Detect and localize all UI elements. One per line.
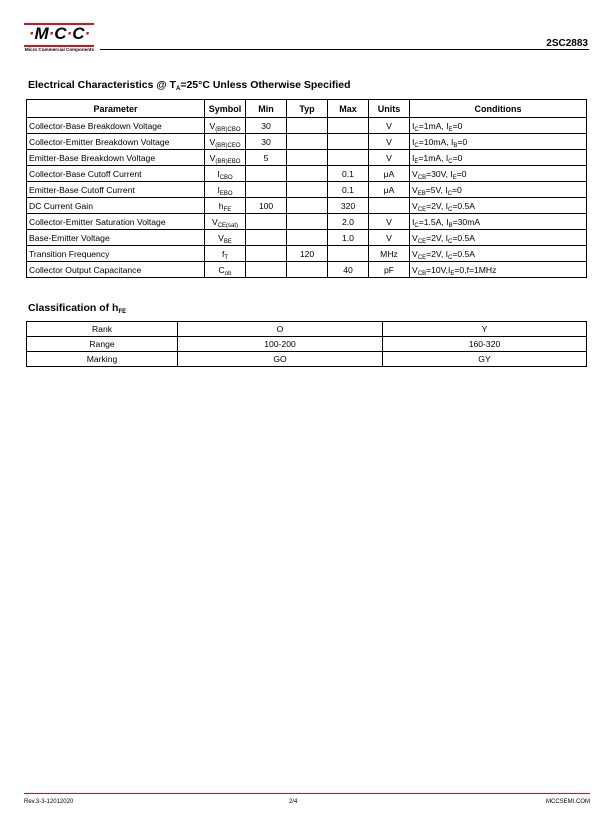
condition-value: =1mA, xyxy=(418,120,447,131)
condition-value: =30mA xyxy=(452,216,481,227)
cell-conditions xyxy=(410,214,587,230)
classification-value: O xyxy=(178,322,383,337)
cell-max xyxy=(328,150,369,166)
cell-max xyxy=(328,118,369,134)
condition-subscript: CB xyxy=(417,174,427,181)
cell-symbol xyxy=(205,118,246,134)
page-number: 2/4 xyxy=(289,799,298,805)
condition-variable: I xyxy=(446,216,449,227)
cell-units: μA xyxy=(369,166,410,182)
condition-value: =0 xyxy=(457,136,468,147)
cell-parameter: Collector Output Capacitance xyxy=(27,262,205,278)
condition-subscript: B xyxy=(448,222,453,229)
condition-variable: I xyxy=(450,136,454,147)
cell-units: V xyxy=(369,230,410,246)
classification-label: Rank xyxy=(27,322,178,337)
table-row xyxy=(27,230,587,246)
condition-variable: I xyxy=(445,232,448,243)
cell-typ xyxy=(287,230,328,246)
condition-subscript: E xyxy=(450,270,455,277)
condition-subscript: CB xyxy=(417,270,427,277)
condition-subscript: C xyxy=(448,254,453,261)
header-units: Units xyxy=(369,100,410,118)
table-row xyxy=(27,166,587,182)
cell-conditions xyxy=(410,246,587,262)
condition-variable: I xyxy=(445,184,448,195)
cell-parameter: Base-Emitter Voltage xyxy=(27,230,205,246)
condition-variable: I xyxy=(448,264,451,275)
condition-subscript: C xyxy=(414,222,419,229)
symbol-subscript: T xyxy=(224,254,229,261)
condition-subscript: C xyxy=(447,190,453,197)
classification-value: GY xyxy=(383,352,587,367)
cell-min: 5 xyxy=(246,150,287,166)
cell-typ xyxy=(287,118,328,134)
cell-typ xyxy=(287,262,328,278)
table-row xyxy=(27,246,587,262)
header-conditions: Conditions xyxy=(410,100,587,118)
table-row xyxy=(27,337,587,352)
condition-value: =0,f=1MHz xyxy=(454,264,497,275)
cell-min: 30 xyxy=(246,118,287,134)
condition-variable: I xyxy=(445,200,448,211)
symbol-main: C xyxy=(218,264,225,275)
cell-conditions xyxy=(410,150,587,166)
table-row xyxy=(27,322,587,337)
classification-label: Range xyxy=(27,337,178,352)
cell-typ xyxy=(287,166,328,182)
cell-parameter: Collector-Base Breakdown Voltage xyxy=(27,118,205,134)
cell-max: 2.0 xyxy=(328,214,369,230)
header-rule xyxy=(100,49,589,50)
cell-min xyxy=(246,214,287,230)
cell-typ xyxy=(287,150,328,166)
cell-max: 0.1 xyxy=(328,166,369,182)
cell-min xyxy=(246,262,287,278)
condition-variable: I xyxy=(445,248,448,259)
symbol-main: V xyxy=(218,232,224,243)
condition-value: =1mA, xyxy=(418,152,446,163)
footer-rule xyxy=(24,793,590,794)
cell-units: V xyxy=(369,118,410,134)
symbol-main: I xyxy=(217,168,220,179)
cell-parameter: Collector-Emitter Saturation Voltage xyxy=(27,214,205,230)
condition-subscript: EB xyxy=(417,190,426,197)
condition-subscript: E xyxy=(452,174,457,181)
symbol-main: V xyxy=(209,136,216,147)
symbol-main: V xyxy=(211,216,218,227)
condition-variable: I xyxy=(412,216,415,227)
header-max: Max xyxy=(328,100,369,118)
electrical-characteristics-table xyxy=(26,99,587,278)
table-row xyxy=(27,182,587,198)
table-row xyxy=(27,198,587,214)
condition-subscript: C xyxy=(448,158,453,165)
condition-value: =10V, xyxy=(426,264,448,275)
condition-value: =2V, xyxy=(426,248,446,259)
symbol-subscript: (BR)CBO xyxy=(215,126,241,133)
cell-units: MHz xyxy=(369,246,410,262)
classification-value: 160-320 xyxy=(383,337,587,352)
condition-variable: I xyxy=(412,136,415,147)
condition-subscript: C xyxy=(414,142,419,149)
classification-label: Marking xyxy=(27,352,178,367)
cell-symbol xyxy=(205,230,246,246)
cell-symbol xyxy=(205,214,246,230)
cell-conditions xyxy=(410,134,587,150)
cell-parameter: Transition Frequency xyxy=(27,246,205,262)
condition-subscript: C xyxy=(448,238,453,245)
condition-subscript: E xyxy=(448,126,453,133)
condition-value: =30V, xyxy=(426,168,451,179)
website-text: MCCSEMI.COM xyxy=(546,799,590,805)
cell-conditions xyxy=(410,230,587,246)
symbol-main: f xyxy=(221,248,225,259)
symbol-subscript: BE xyxy=(223,238,232,245)
cell-symbol xyxy=(205,150,246,166)
condition-value: =0 xyxy=(456,168,467,179)
cell-conditions xyxy=(410,262,587,278)
header-typ: Typ xyxy=(287,100,328,118)
logo-letters: ·M·C·C· xyxy=(28,24,91,43)
cell-units xyxy=(369,198,410,214)
cell-parameter: Emitter-Base Breakdown Voltage xyxy=(27,150,205,166)
mcc-logo xyxy=(22,22,97,54)
condition-subscript: CE xyxy=(417,254,427,261)
condition-variable: V xyxy=(412,248,418,259)
table-row xyxy=(27,118,587,134)
symbol-subscript: (BR)CEO xyxy=(215,142,241,149)
symbol-subscript: (BR)EBO xyxy=(215,158,241,165)
cell-conditions xyxy=(410,118,587,134)
condition-subscript: B xyxy=(453,142,458,149)
condition-subscript: E xyxy=(414,158,419,165)
condition-variable: I xyxy=(412,152,415,163)
condition-value: =2V, xyxy=(426,200,446,211)
cell-units: μA xyxy=(369,182,410,198)
condition-value: =1.5A, xyxy=(418,216,447,227)
cell-min: 30 xyxy=(246,134,287,150)
condition-value: =0.5A xyxy=(452,232,476,243)
symbol-subscript: EBO xyxy=(219,190,233,197)
symbol-subscript: FE xyxy=(223,206,232,213)
cell-parameter: Collector-Base Cutoff Current xyxy=(27,166,205,182)
symbol-main: I xyxy=(217,184,220,195)
cell-conditions xyxy=(410,166,587,182)
cell-symbol xyxy=(205,134,246,150)
condition-variable: V xyxy=(412,184,418,195)
condition-value: =10mA, xyxy=(418,136,451,147)
table-row xyxy=(27,262,587,278)
cell-units: V xyxy=(369,214,410,230)
table-row xyxy=(27,214,587,230)
symbol-subscript: ob xyxy=(224,270,232,277)
logo-subtitle: Micro Commercial Components xyxy=(24,47,95,52)
revision-text: Rev.3-3-12012020 xyxy=(24,799,74,805)
cell-typ xyxy=(287,214,328,230)
cell-parameter: Collector-Emitter Breakdown Voltage xyxy=(27,134,205,150)
condition-subscript: C xyxy=(448,206,453,213)
cell-conditions xyxy=(410,198,587,214)
symbol-main: V xyxy=(209,152,216,163)
cell-units: V xyxy=(369,134,410,150)
cell-max xyxy=(328,134,369,150)
condition-value: =5V, xyxy=(425,184,446,195)
cell-min xyxy=(246,230,287,246)
symbol-main: h xyxy=(218,200,224,211)
classification-value: GO xyxy=(178,352,383,367)
cell-max: 40 xyxy=(328,262,369,278)
table-row xyxy=(27,134,587,150)
cell-typ xyxy=(287,182,328,198)
cell-parameter: DC Current Gain xyxy=(27,198,205,214)
condition-value: =0.5A xyxy=(452,248,476,259)
condition-subscript: CE xyxy=(417,238,427,245)
classification-table xyxy=(26,321,587,367)
cell-min: 100 xyxy=(246,198,287,214)
cell-max: 1.0 xyxy=(328,230,369,246)
header-symbol: Symbol xyxy=(205,100,246,118)
electrical-characteristics-title: Electrical Characteristics @ $T_A=25^\circ C$ Unless Otherwise Specified xyxy=(28,79,351,92)
cell-max: 0.1 xyxy=(328,182,369,198)
header-parameter: Parameter xyxy=(27,100,205,118)
cell-typ: 120 xyxy=(287,246,328,262)
classification-title: Classification of $h_{FE}$ xyxy=(28,302,127,315)
part-number: 2SC2883 xyxy=(546,38,588,49)
cell-max: 320 xyxy=(328,198,369,214)
condition-variable: I xyxy=(412,120,415,131)
cell-min xyxy=(246,166,287,182)
cell-symbol xyxy=(205,262,246,278)
cell-conditions xyxy=(410,182,587,198)
cell-typ xyxy=(287,134,328,150)
cell-units: pF xyxy=(369,262,410,278)
table-header-row xyxy=(27,100,587,118)
header-min: Min xyxy=(246,100,287,118)
condition-variable: I xyxy=(450,168,453,179)
classification-value: 100-200 xyxy=(178,337,383,352)
condition-variable: I xyxy=(445,152,449,163)
condition-variable: I xyxy=(446,120,449,131)
cell-symbol xyxy=(205,246,246,262)
cell-max xyxy=(328,246,369,262)
table-row xyxy=(27,150,587,166)
cell-typ xyxy=(287,198,328,214)
condition-variable: V xyxy=(412,168,418,179)
cell-min xyxy=(246,246,287,262)
cell-symbol xyxy=(205,166,246,182)
condition-subscript: CE xyxy=(417,206,427,213)
symbol-subscript: CE(sat) xyxy=(217,222,239,229)
condition-value: =0 xyxy=(452,120,463,131)
cell-parameter: Emitter-Base Cutoff Current xyxy=(27,182,205,198)
condition-subscript: C xyxy=(414,126,419,133)
condition-variable: V xyxy=(412,200,418,211)
condition-variable: V xyxy=(412,232,418,243)
table-row xyxy=(27,352,587,367)
symbol-subscript: CBO xyxy=(219,174,233,181)
cell-symbol xyxy=(205,198,246,214)
condition-variable: V xyxy=(412,264,418,275)
condition-value: =0.5A xyxy=(452,200,476,211)
classification-value: Y xyxy=(383,322,587,337)
condition-value: =0 xyxy=(452,184,462,195)
condition-value: =0 xyxy=(452,152,463,163)
cell-units: V xyxy=(369,150,410,166)
cell-symbol xyxy=(205,182,246,198)
cell-min xyxy=(246,182,287,198)
symbol-main: V xyxy=(209,120,216,131)
condition-value: =2V, xyxy=(426,232,446,243)
